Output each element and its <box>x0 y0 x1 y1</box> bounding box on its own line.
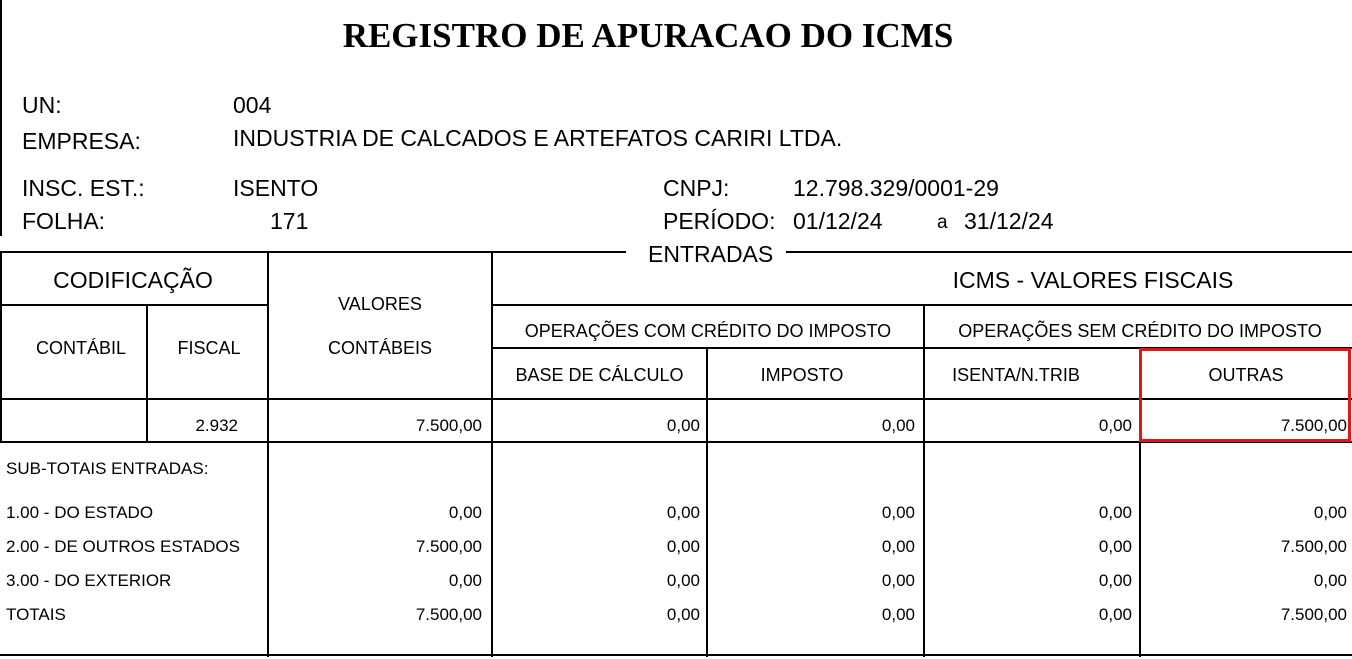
row-line <box>492 304 1352 306</box>
section-line-left <box>0 251 626 253</box>
detail-base: 0,00 <box>666 416 700 435</box>
detail-outras: 7.500,00 <box>1280 416 1347 435</box>
cnpj-value: 12.798.329/0001-29 <box>793 175 999 201</box>
header-valores-line1: VALORES <box>338 294 422 314</box>
detail-imposto: 0,00 <box>881 416 915 435</box>
page-title: REGISTRO DE APURACAO DO ICMS <box>342 16 954 55</box>
totals-label: TOTAIS <box>6 605 66 624</box>
subtotal-base: 0,00 <box>666 571 700 590</box>
detail-valores: 7.500,00 <box>415 416 482 435</box>
header-base-calculo: BASE DE CÁLCULO <box>515 365 684 385</box>
un-label: UN: <box>22 92 62 118</box>
subtotal-isenta: 0,00 <box>1098 503 1132 522</box>
header-sem-credito: OPERAÇÕES SEM CRÉDITO DO IMPOSTO <box>958 321 1322 341</box>
subtotal-outras: 7.500,00 <box>1280 537 1347 556</box>
empresa-label: EMPRESA: <box>22 128 141 154</box>
header-icms-valores-fiscais: ICMS - VALORES FISCAIS <box>952 267 1234 293</box>
totals-isenta: 0,00 <box>1098 605 1132 624</box>
col-line <box>491 251 493 657</box>
periodo-separator: a <box>937 212 948 233</box>
subtotals-title: SUB-TOTAIS ENTRADAS: <box>6 459 209 478</box>
header-fiscal: FISCAL <box>177 338 241 358</box>
un-value: 004 <box>233 92 272 118</box>
subtotal-isenta: 0,00 <box>1098 571 1132 590</box>
header-isenta: ISENTA/N.TRIB <box>952 365 1080 385</box>
subtotal-label: 3.00 - DO EXTERIOR <box>6 571 172 590</box>
subtotal-label: 2.00 - DE OUTROS ESTADOS <box>6 537 240 556</box>
totals-valores: 7.500,00 <box>415 605 482 624</box>
header-outras: OUTRAS <box>1208 365 1284 385</box>
subtotal-base: 0,00 <box>666 503 700 522</box>
subtotal-isenta: 0,00 <box>1098 537 1132 556</box>
header-imposto: IMPOSTO <box>760 365 844 385</box>
subtotal-label: 1.00 - DO ESTADO <box>6 503 154 522</box>
cnpj-label: CNPJ: <box>663 175 730 201</box>
insc-est-value: ISENTO <box>233 175 319 201</box>
subtotal-outras: 0,00 <box>1313 503 1347 522</box>
folha-value: 171 <box>270 208 309 234</box>
totals-outras: 7.500,00 <box>1280 605 1347 624</box>
header-valores-line2: CONTÁBEIS <box>327 338 433 358</box>
empresa-value: INDUSTRIA DE CALCADOS E ARTEFATOS CARIRI LTDA. <box>233 125 843 151</box>
periodo-label: PERÍODO: <box>663 208 776 234</box>
subtotal-base: 0,00 <box>666 537 700 556</box>
subtotal-valores: 0,00 <box>448 503 482 522</box>
totals-imposto: 0,00 <box>881 605 915 624</box>
header-contabil: CONTÁBIL <box>35 338 127 358</box>
header-codificacao: CODIFICAÇÃO <box>53 267 213 293</box>
section-title: ENTRADAS <box>648 241 774 267</box>
periodo-end: 31/12/24 <box>964 208 1054 234</box>
row-line <box>0 304 268 306</box>
periodo-start: 01/12/24 <box>793 208 883 234</box>
header-com-credito: OPERAÇÕES COM CRÉDITO DO IMPOSTO <box>524 321 892 341</box>
subtotal-imposto: 0,00 <box>881 571 915 590</box>
detail-isenta: 0,00 <box>1098 416 1132 435</box>
subtotal-imposto: 0,00 <box>881 503 915 522</box>
detail-fiscal: 2.932 <box>195 416 238 435</box>
folha-label: FOLHA: <box>22 208 106 234</box>
subtotal-valores: 7.500,00 <box>415 537 482 556</box>
totals-base: 0,00 <box>666 605 700 624</box>
section-line-right <box>786 251 1352 253</box>
subtotal-valores: 0,00 <box>448 571 482 590</box>
header-left-border <box>0 0 2 236</box>
row-line <box>0 654 1352 656</box>
subtotal-outras: 0,00 <box>1313 571 1347 590</box>
insc-est-label: INSC. EST.: <box>22 175 145 201</box>
subtotal-imposto: 0,00 <box>881 537 915 556</box>
